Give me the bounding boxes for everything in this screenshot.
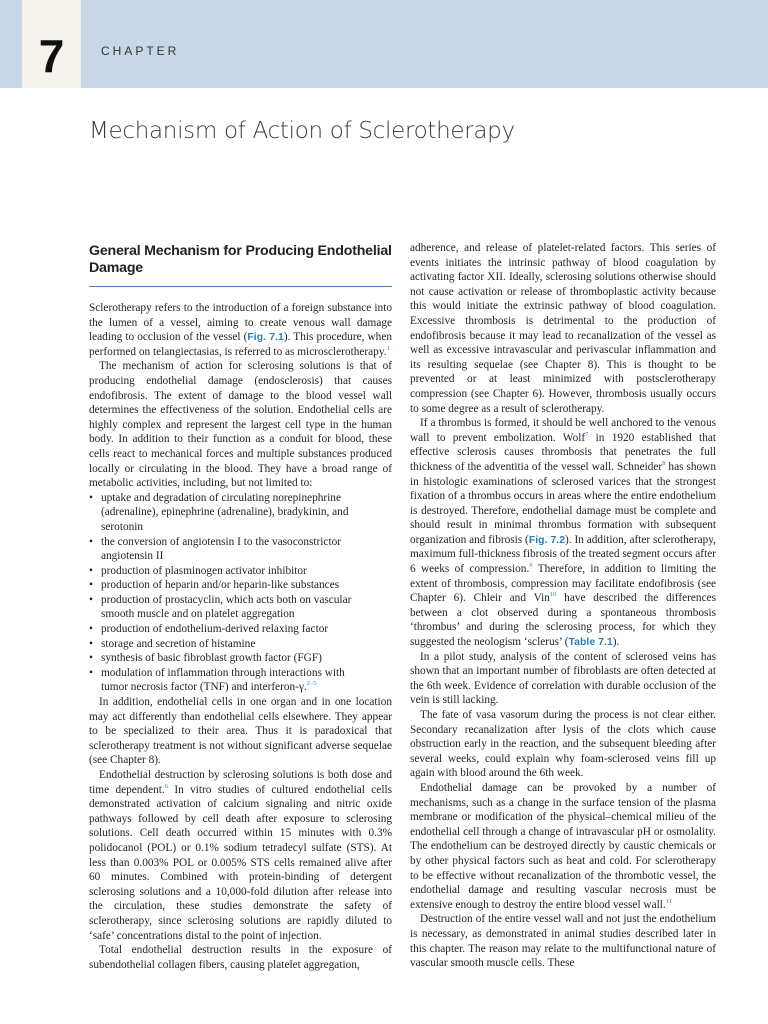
citation[interactable]: 11 (665, 897, 672, 905)
citation[interactable]: 1 (386, 345, 390, 353)
paragraph: The fate of vasa vasorum during the process is not clear either. Secondary recanalization after lysis of the clots which cause obstruction early in the reaction, and the subsequent bleeding after several weeks, could explain why foam-sclerosed veins fill up again with blood around the 6th week. (410, 709, 716, 780)
chapter-header-band (0, 0, 768, 88)
citation[interactable]: 8 (662, 460, 666, 468)
citation[interactable]: 9 (529, 562, 533, 570)
chapter-title: Mechanism of Action of Sclerotherapy (89, 118, 515, 144)
list-item: • production of prostacyclin, which acts both on vascular smooth muscle and on platelet aggregation (89, 593, 392, 622)
bullet-list (89, 491, 392, 695)
citation[interactable]: 6 (164, 782, 168, 790)
paragraph: Endothelial damage can be provoked by a number of mechanisms, such as a change in the surface tension of the plasma membrane or modification of the physical–chemical milieu of the endothelial cell through a change of intravascular pH or osmolality. The endothelium can be destroyed directly by caustic chemicals or by other physical factors such as heat and cold. For sclerotherapy to be effective without recanalization of the thrombotic vessel, the endothelial damage and resulting vascular necrosis must be extensive enough to destroy the entire blood vessel wall.$^{11}$ (410, 781, 716, 911)
list-item: • modulation of inflammation through interactions with tumor necrosis factor (TNF) and interferon-γ.$^{2-5}$ (89, 666, 392, 695)
paragraph: In a pilot study, analysis of the content of sclerosed veins has shown that an important number of fibroblasts are often detected at the 6th week. Evidence of correlation with durable occlusion of the vein is still lacking. (410, 650, 716, 707)
chapter-number: 7 (22, 0, 81, 88)
list-item: • production of plasminogen activator inhibitor (89, 564, 392, 579)
section-heading: General Mechanism for Producing Endothelial Damage (89, 243, 392, 287)
paragraph: In addition, endothelial cells in one organ and in one location may act differently than endothelial cells elsewhere. They appear to be specialized to their area. Thus it is paradoxical that sclerotherapy treatment is not without significant adverse sequelae (see Chapter 8). (89, 696, 392, 767)
figure-reference[interactable]: Fig. 7.2 (528, 533, 566, 546)
citation[interactable]: 10 (549, 591, 557, 599)
list-item: • production of endothelium-derived relaxing factor (89, 622, 392, 637)
list-item: • production of heparin and/or heparin-like substances (89, 578, 392, 593)
chapter-label: CHAPTER (101, 44, 180, 58)
paragraph: The mechanism of action for sclerosing solutions is that of producing endothelial damage (endosclerosis) that causes endofibrosis. The extent of damage to the blood vessel wall determines the effectiveness of the solution. Endothelial cells are highly complex and represent the largest cell type in the human body. In addition to their function as a conduit for blood, these cells react to mechanical forces and multiple substances produced locally or circulating in the blood. They have a broad range of metabolic activities, including, but not limited to: (89, 360, 392, 490)
right-column (410, 241, 716, 971)
figure-reference[interactable]: Fig. 7.1 (247, 331, 284, 344)
citation[interactable]: 2–5 (306, 680, 317, 688)
table-reference[interactable]: Table 7.1 (568, 636, 613, 649)
citation[interactable]: 7 (585, 430, 589, 438)
paragraph: Destruction of the entire vessel wall and not just the endothelium is necessary, as demonstrated in animal studies described later in this chapter. The reason may relate to the multifunctional nature of vascular smooth muscle cells. These (410, 913, 716, 970)
paragraph: adherence, and release of platelet-related factors. This series of events initiates the intrinsic pathway of blood coagulation by activating factor XII. Ideally, sclerosing solutions otherwise should not cause activation or release of thromboplastic activity because this would initiate the extrinsic pathway of blood coagulation. Excessive thrombosis is detrimental to the production of endofibrosis because it may lead to recanalization of the vessel as well as excessive intravascular and perivascular inflammation and its resulting sequelae (see Chapter 8). This is thought to be prevented or at least minimized with postsclerotherapy compression (see Chapter 6). However, thrombosis usually occurs to some degree as a result of sclerotherapy. (410, 242, 716, 415)
paragraph: Endothelial destruction by sclerosing solutions is both dose and time dependent.$^6$ In vitro studies of cultured endothelial cells demonstrated activation of calcium signaling and nitric oxide pathways followed by cell death after exposure to sclerosing solutions. Cell death occurred within 15 minutes with 0.3% polidocanol (POL) or 0.1% sodium tetradecyl sulfate (STS). At less than 0.003% POL or 0.005% STS cells remained alive after 60 minutes. Combined with protein-binding of detergent sclerosing solutions and a 10,000-fold dilution after release into the circulation, these studies demonstrate the safety of sclerotherapy, since sclerosing solutions are rapidly diluted to ‘safe’ concentrations distal to the point of injection. (89, 769, 392, 942)
left-column (89, 243, 392, 972)
paragraph: Sclerotherapy refers to the introduction of a foreign substance into the lumen of a vessel, aiming to create venous wall damage leading to occlusion of the vessel (Fig. 7.1). This procedure, when performed on telangiectasias, is referred to as microsclerotherapy.$^1$ (89, 302, 392, 358)
list-item: • uptake and degradation of circulating norepinephrine (adrenaline), epinephrine (adrenaline), bradykinin, and serotonin (89, 491, 392, 535)
list-item: • the conversion of angiotensin I to the vasoconstrictor angiotensin II (89, 535, 392, 564)
list-item: • synthesis of basic fibroblast growth factor (FGF) (89, 651, 392, 666)
paragraph: Total endothelial destruction results in the exposure of subendothelial collagen fibers, causing platelet aggregation, (89, 944, 392, 971)
list-item: • storage and secretion of histamine (89, 637, 392, 652)
paragraph: If a thrombus is formed, it should be well anchored to the venous wall to prevent embolization. Wolf$^7$ in 1920 established that effective sclerosis causes thrombosis that penetrates the full thickness of the adventitia of the vessel wall. Schneider$^8$ has shown in histologic examinations of sclerosed varices that the strongest fixation of a thrombus occurs in areas where the entire endothelium is destroyed. Therefore, endothelial damage must be complete and should result in minimal thrombus formation with subsequent organization and fibrosis (Fig. 7.2). In addition, after sclerotherapy, maximum full-thickness fibrosis of the treated segment occurs after 6 weeks of compression.$^9$ Therefore, in addition to limiting the extent of thrombosis, compression may facilitate endofibrosis (see Chapter 6). Chleir and Vin$^{10}$ have described the differences between a clot observed during a spontaneous thrombosis ‘thrombus’ and during the sclerosing process, for which they suggested the neologism ‘sclerus’ (Table 7.1). (410, 417, 716, 649)
